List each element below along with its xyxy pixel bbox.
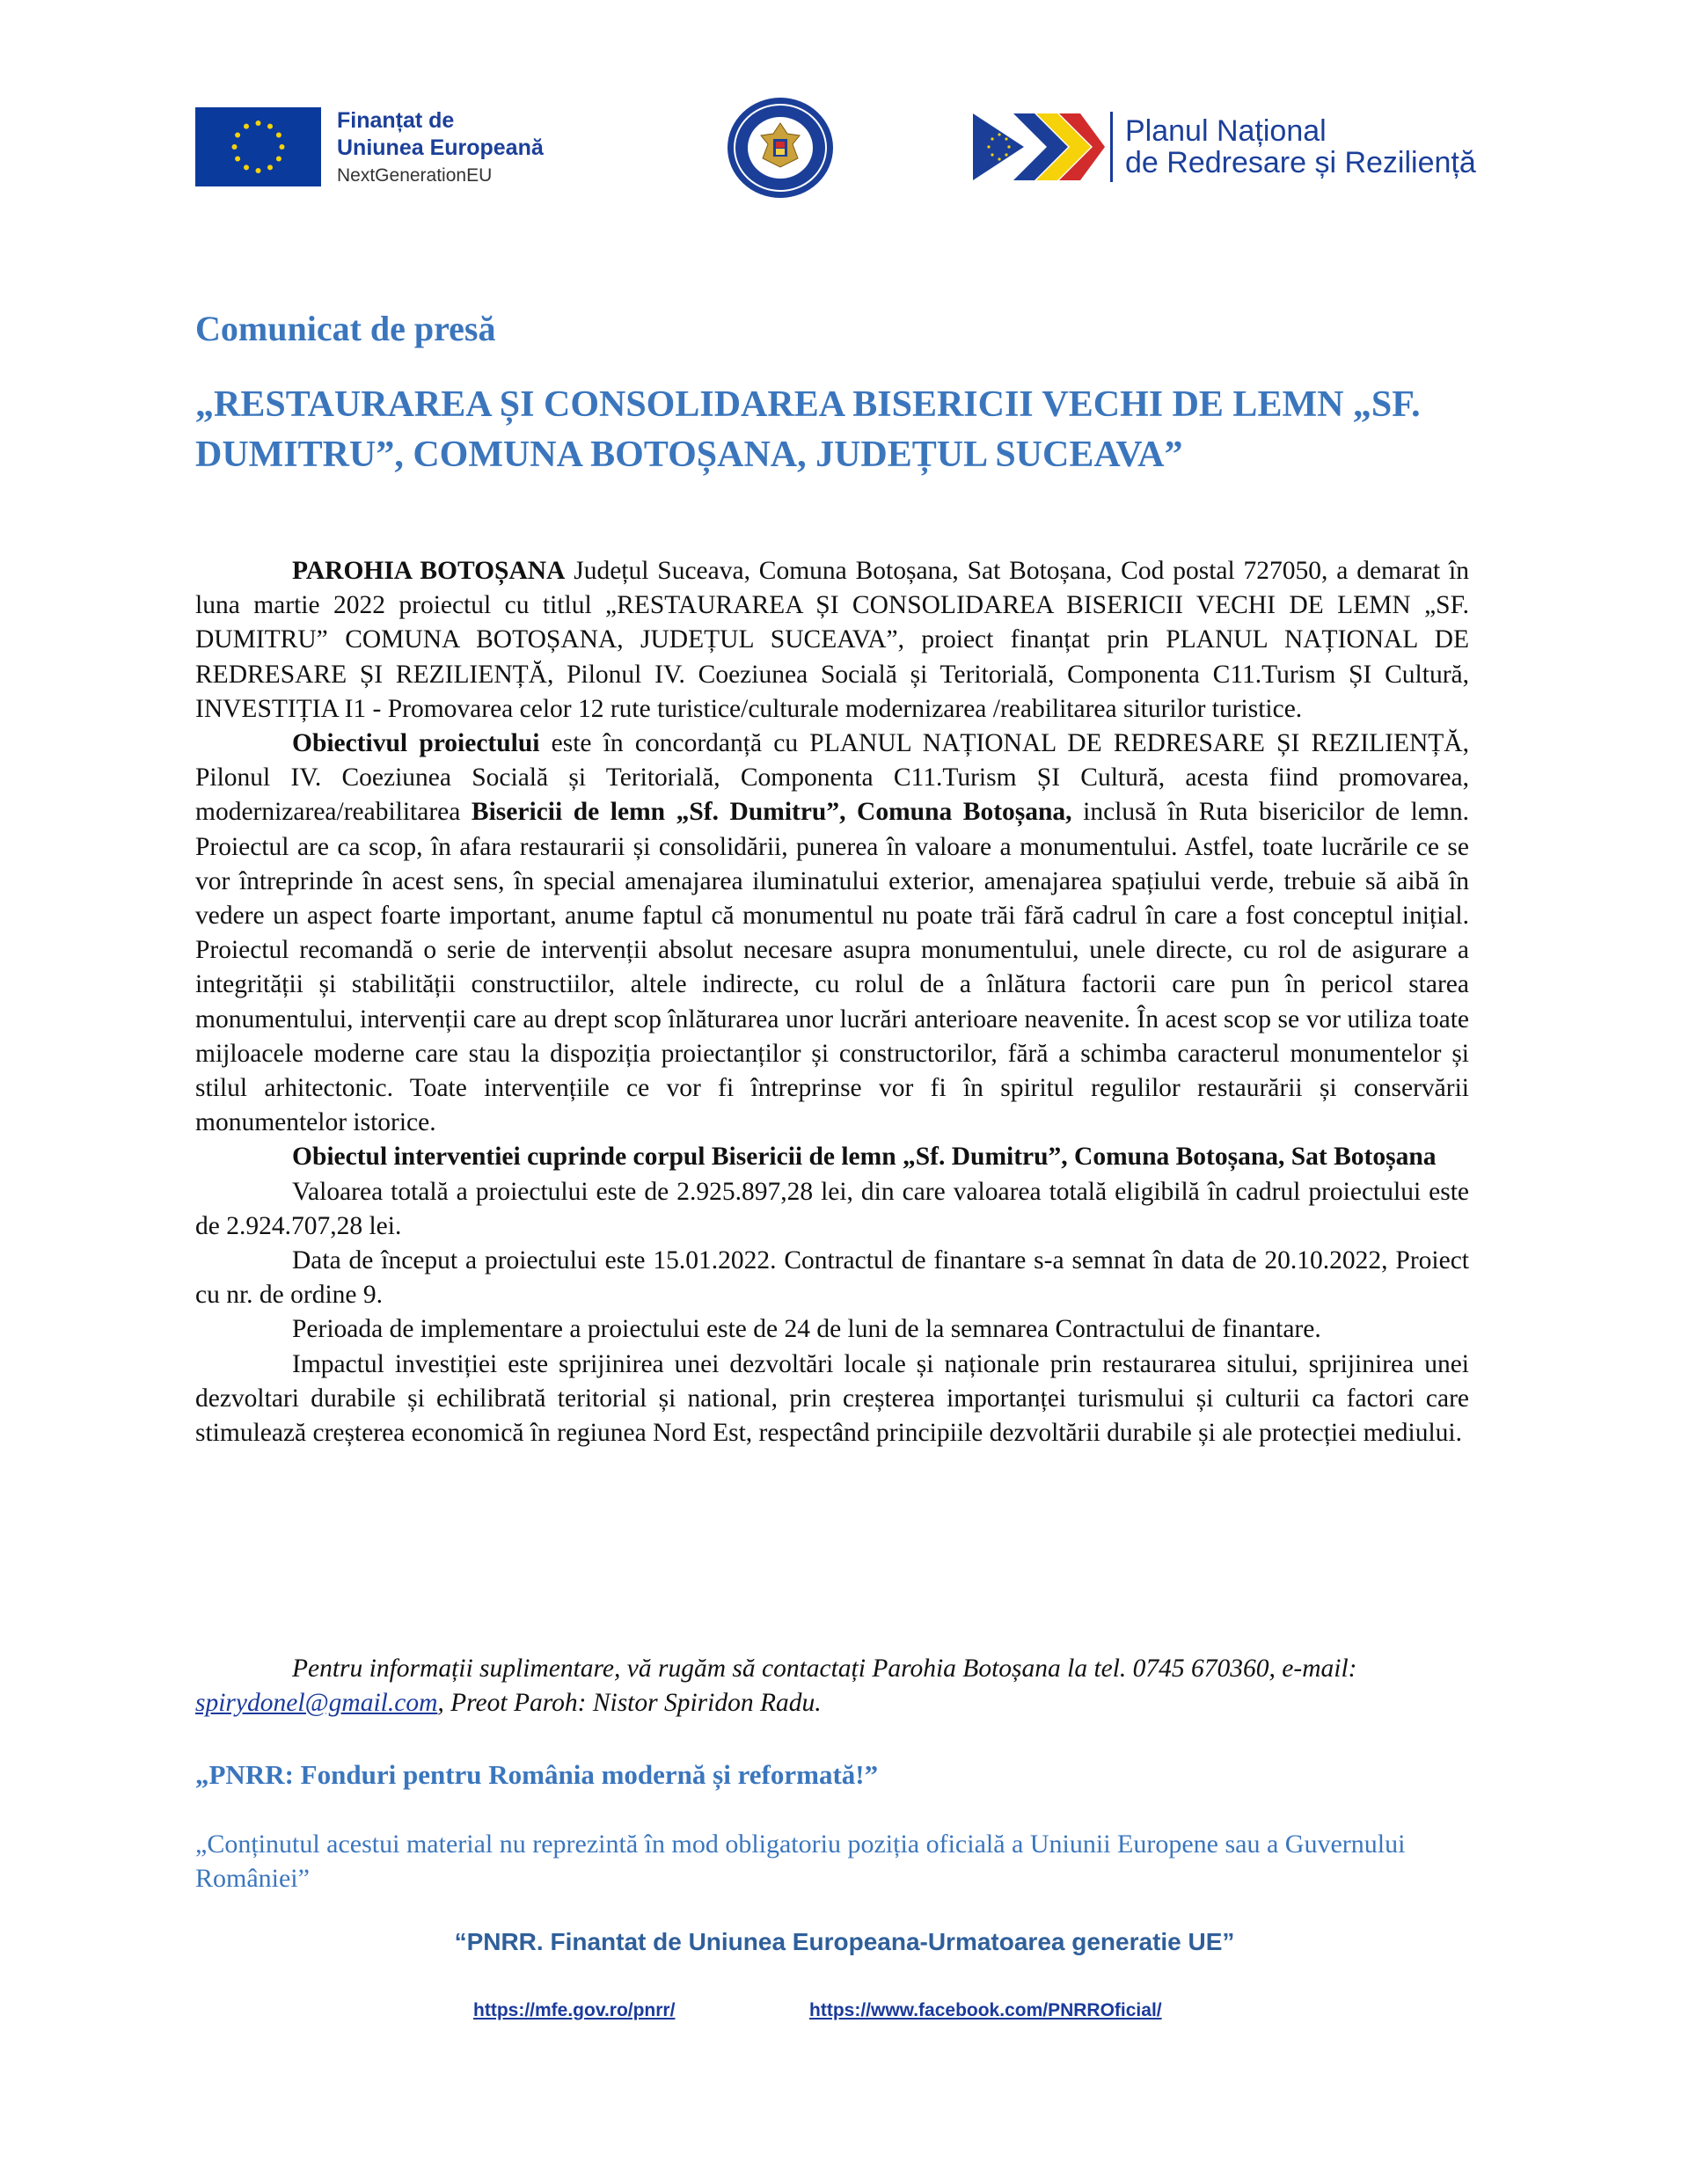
pnrr-slogan: „PNRR: Fonduri pentru România modernă și reformată!” <box>195 1759 879 1790</box>
pnrr-line-1: Planul Național <box>1125 114 1327 148</box>
press-release-body <box>195 554 1469 1450</box>
paragraph-intervention <box>195 1140 1469 1174</box>
press-release-kicker: Comunicat de presă <box>195 309 496 348</box>
pnrr-flag-arrow-icon <box>973 112 1105 182</box>
eu-star <box>276 133 282 138</box>
pnrr-separator <box>1110 112 1113 182</box>
eu-star <box>256 168 261 173</box>
eu-star <box>235 133 240 138</box>
government-seal-icon <box>724 95 837 201</box>
eu-line-1: Finanțat de <box>337 108 455 133</box>
eu-flag-icon <box>195 107 321 186</box>
pnrr-text <box>1125 115 1476 179</box>
pnrr-line-2: de Redresare și Reziliență <box>1125 146 1476 179</box>
contact-text-2: , Preot Paroh: Nistor Spiridon Radu. <box>437 1689 822 1718</box>
eu-line-3: NextGenerationEU <box>337 165 493 186</box>
eu-star <box>280 144 285 150</box>
paragraph-intro <box>195 554 1469 727</box>
pnrr-logo <box>973 112 1476 182</box>
church-name: Bisericii de lemn „Sf. Dumitru”, Comuna Botoșana, <box>471 798 1072 827</box>
paragraph-dates: Data de început a proiectului este 15.01.2022. Contractul de finantare s-a semnat în data de 20.10.2022, Proiect cu nr. de ordine 9. <box>195 1246 1469 1310</box>
eu-star <box>267 124 273 129</box>
contact-info <box>195 1652 1471 1720</box>
paragraph-impact: Impactul investiției este sprijinirea unei dezvoltări locale și naționale prin restaurarea sitului, sprijinirea unei dezvoltari durabile și echilibrată teritorial și national, prin creșterea importanței turismului și culturii ca factori care stimulează creșterea economică în regiunea Nord Est, respectând principiile dezvoltării durabile și ale protecției mediului. <box>195 1349 1469 1448</box>
email-link[interactable]: spirydonel@gmail.com <box>195 1689 438 1718</box>
footer-tagline: “PNRR. Finantat de Uniunea Europeana-Urmatoarea generatie UE” <box>454 1928 1235 1955</box>
paragraph-objective <box>195 727 1469 1140</box>
eu-star <box>235 157 240 162</box>
objective-label: Obiectivul proiectului <box>292 729 540 758</box>
eu-funding-logo <box>195 107 544 189</box>
objective-text-1: este în concordanță cu PLANUL NAȚIONAL DE REDRESARE ȘI REZILIENȚĂ, Pilonul IV. Coeziunea Socială și Teritorială, Componenta C11.Turism ȘI Cultură, acesta fiind promovarea, modernizarea/reabilitarea <box>195 729 1469 827</box>
contact-text-1: Pentru informații suplimentare, vă rugăm să contactați Parohia Botoșana la tel. 0745 670360, e-mail: <box>292 1654 1357 1683</box>
eu-disclaimer: „Conținutul acestui material nu reprezintă în mod obligatoriu poziția oficială a Uniunii Europene sau a Guvernului României” <box>195 1830 1406 1893</box>
intervention-text: Obiectul interventiei cuprinde corpul Bisericii de lemn „Sf. Dumitru”, Comuna Botoșana, Sat Botoșana <box>292 1143 1437 1172</box>
intro-text: Județul Suceava, Comuna Botoșana, Sat Botoșana, Cod postal 727050, a demarat în luna martie 2022 proiectul cu titlul „RESTAURAREA ȘI CONSOLIDAREA BISERICII VECHI DE LEMN „SF. DUMITRU” COMUNA BOTOȘANA, JUDEȚUL SUCEAVA”, proiect finanțat prin PLANUL NAȚIONAL DE REDRESARE ȘI REZILIENȚĂ, Pilonul IV. Coeziunea Socială și Teritorială, Componenta C11.Turism ȘI Cultură, INVESTIȚIA I1 - Promovarea celor 12 rute turistice/culturale modernizarea /reabilitarea siturilor turistice. <box>195 557 1469 723</box>
eu-star <box>276 157 282 162</box>
paragraph-value: Valoarea totală a proiectului este de 2.925.897,28 lei, din care valoarea totală eligibilă în cadrul proiectului este de 2.924.707,28 lei. <box>195 1177 1469 1240</box>
objective-text-2: inclusă în Ruta bisericilor de lemn. Proiectul are ca scop, în afara restaurarii și consolidării, punerea în valoare a monumentului. Astfel, toate lucrările ce se vor întreprinde în acest sens, în special amenajarea iluminatului exterior, amenajarea spațiului verde, trebuie să aibă în vedere un aspect foarte important, anume faptul că monumentul nu poate trăi fără cadrul în care a fost conceptul inițial. Proiectul recomandă o serie de intervenții absolut necesare asupra monumentului, unele directe, cu rol de asigurare a integrității și stabilității constructiilor, altele indirecte, cu rolul de a înlătura factorii care pun în pericol starea monumentului, intervenții care au drept scop înlăturarea unor lucrări anterioare neavenite. În acest scop se vor utiliza toate mijloacele moderne care stau la dispoziția proiectanților și constructorilor, fără a schimba caracterul monumentelor și stilul arhitectonic. Toate intervențiile ce vor fi întreprinse vor fi în spiritul regulilor restaurării și conservării monumentelor istorice. <box>195 798 1469 1137</box>
eu-funding-text <box>337 107 544 189</box>
mfe-pnrr-link[interactable]: https://mfe.gov.ro/pnrr/ <box>473 2000 676 2020</box>
eu-star <box>267 164 273 170</box>
eu-star <box>244 164 249 170</box>
eu-line-2: Uniunea Europeană <box>337 135 544 160</box>
eu-star <box>232 144 238 150</box>
eu-star <box>244 124 249 129</box>
paragraph-period: Perioada de implementare a proiectului este de 24 de luni de la semnarea Contractului de finantare. <box>292 1315 1321 1344</box>
eu-star <box>256 121 261 126</box>
parish-name: PAROHIA BOTOȘANA <box>292 557 566 585</box>
facebook-pnrr-link[interactable]: https://www.facebook.com/PNRROficial/ <box>809 2000 1162 2020</box>
project-title: „RESTAURAREA ȘI CONSOLIDAREA BISERICII VECHI DE LEMN „SF. DUMITRU”, COMUNA BOTOȘANA, JUDEȚUL SUCEAVA” <box>195 384 1421 475</box>
